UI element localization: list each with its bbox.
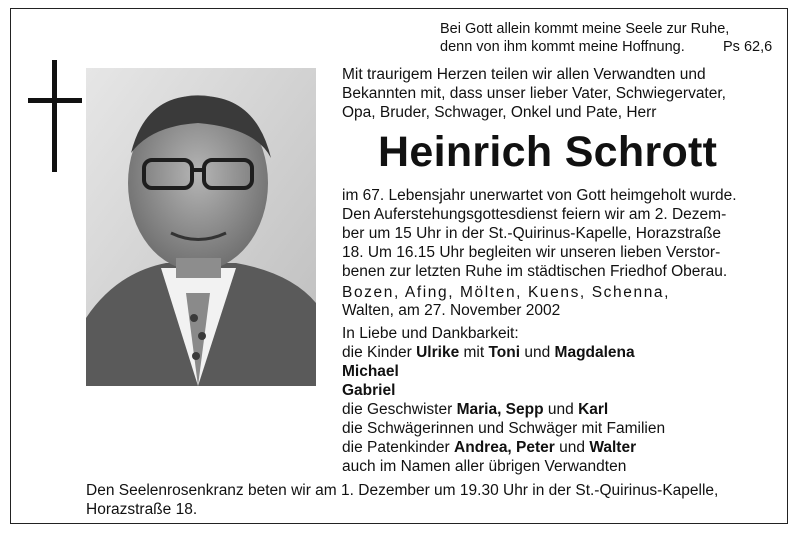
mourners-closing: auch im Namen aller übrigen Verwandten: [342, 458, 627, 475]
mourners-godchildren: [342, 439, 636, 458]
mourners-inlaws: die Schwägerinnen und Schwäger mit Familien: [342, 420, 666, 437]
connector-text: mit: [459, 344, 489, 361]
body-line-2: Den Auferstehungsgottesdienst feiern wir am 2. Dezem-: [342, 206, 727, 223]
deceased-name: Heinrich Schrott: [378, 128, 718, 176]
godchild-name: Walter: [589, 439, 637, 456]
cross-icon: [52, 60, 57, 172]
rosary-line-1: Den Seelenrosenkranz beten wir am 1. Dezember um 19.30 Uhr in der St.-Quirinus-Kapelle,: [86, 482, 719, 499]
sibling-names: Maria, Sepp: [456, 401, 544, 418]
child-name: Ulrike: [416, 344, 460, 361]
godchildren-prefix: die Patenkinder: [342, 439, 455, 456]
rosary-line-2: Horazstraße 18.: [86, 501, 198, 518]
mourners-heading: In Liebe und Dankbarkeit:: [342, 325, 519, 342]
partner-name: Toni: [488, 344, 521, 361]
body-line-3: ber um 15 Uhr in der St.-Quirinus-Kapelle, Horazstraße: [342, 225, 722, 242]
cross-icon-bar: [28, 98, 82, 103]
siblings-prefix: die Geschwister: [342, 401, 457, 418]
connector-text: und: [554, 439, 590, 456]
body-line-4: 18. Um 16.15 Uhr begleiten wir unseren lieben Verstor-: [342, 244, 721, 261]
mourners-children: [342, 344, 635, 363]
intro-line-1: Mit traurigem Herzen teilen wir allen Verwandten und: [342, 66, 706, 83]
connector-text: und: [520, 344, 555, 361]
bible-quote-line2: denn von ihm kommt meine Hoffnung.: [440, 39, 685, 55]
sibling-name: Karl: [578, 401, 609, 418]
child-name: Michael: [342, 363, 399, 380]
children-prefix: die Kinder: [342, 344, 417, 361]
body-line-1: im 67. Lebensjahr unerwartet von Gott heimgeholt wurde.: [342, 187, 737, 204]
godchildren-names: Andrea, Peter: [454, 439, 555, 456]
mourners-siblings: [342, 401, 608, 420]
child-name: Magdalena: [554, 344, 635, 361]
intro-line-3: Opa, Bruder, Schwager, Onkel und Pate, Herr: [342, 104, 657, 121]
bible-quote-reference: Ps 62,6: [723, 39, 773, 55]
bible-quote-line1: Bei Gott allein kommt meine Seele zur Ruhe,: [440, 21, 730, 37]
places-line-2: Walten, am 27. November 2002: [342, 302, 561, 319]
portrait-photo: [86, 68, 316, 386]
places-line-1: Bozen, Afing, Mölten, Kuens, Schenna,: [342, 284, 671, 301]
connector-text: und: [543, 401, 579, 418]
body-line-5: benen zur letzten Ruhe im städtischen Friedhof Oberau.: [342, 263, 728, 280]
portrait-image: [86, 68, 316, 386]
intro-line-2: Bekannten mit, dass unser lieber Vater, Schwiegervater,: [342, 85, 726, 102]
child-name: Gabriel: [342, 382, 396, 399]
